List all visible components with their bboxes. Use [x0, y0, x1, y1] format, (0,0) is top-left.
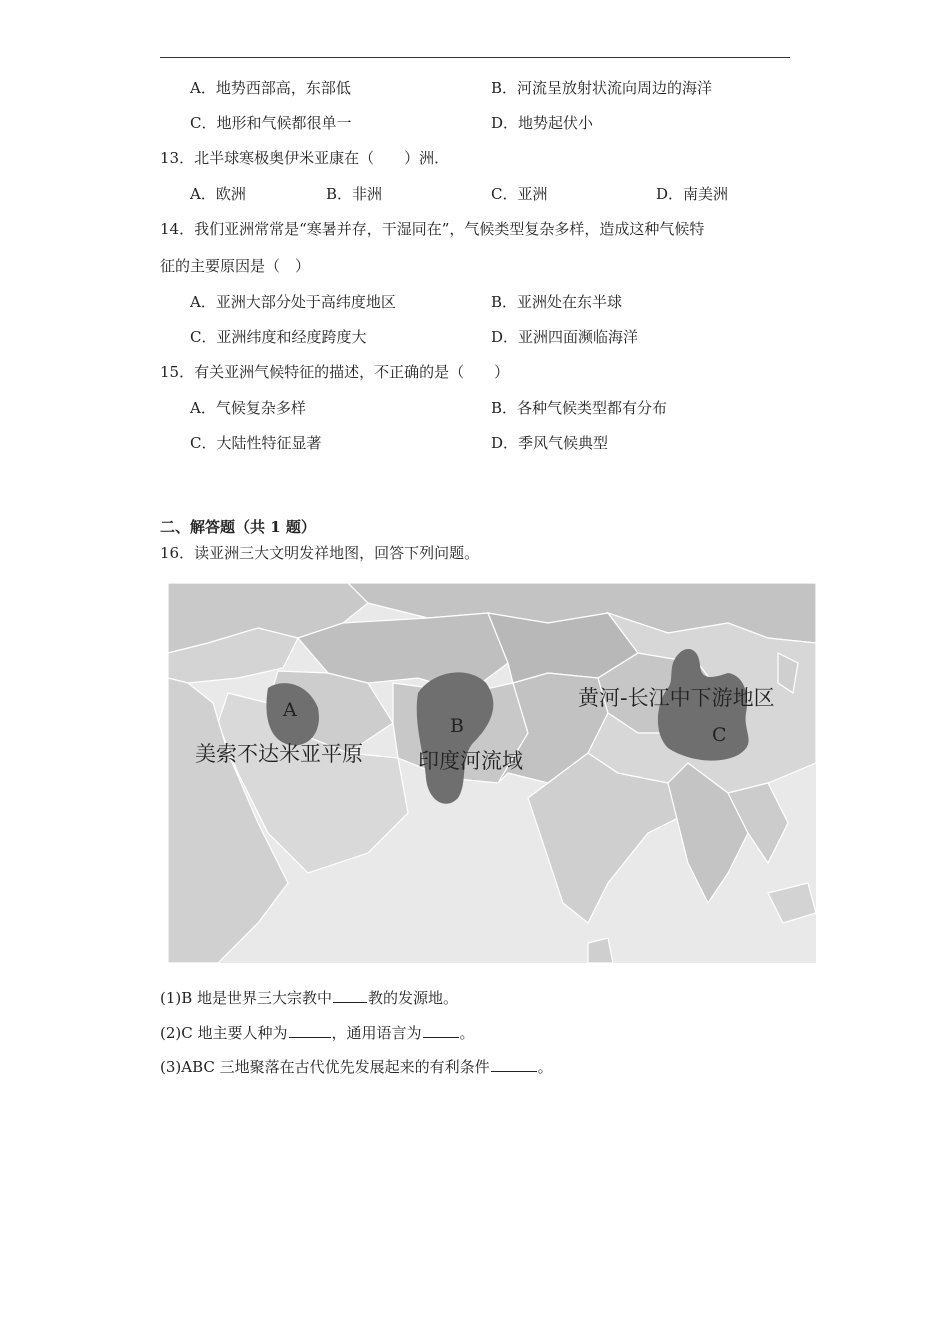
q16-sub2-blank-language[interactable]: [423, 1023, 459, 1038]
section-title: 二、解答题（共 1 题）: [160, 518, 316, 536]
q14-stem-line1: 14．我们亚洲常常是“寒暑并存，干湿同在”，气候类型复杂多样，造成这种气候特: [160, 220, 705, 238]
q15-option-d[interactable]: D．季风气候典型: [491, 434, 609, 452]
q16-sub2-text: (2)C 地主要人种为: [160, 1024, 288, 1042]
q12-option-a[interactable]: A．地势西部高，东部低: [190, 79, 351, 97]
header-rule: [160, 57, 790, 58]
map-region-a-name: 美索不达米亚平原: [195, 742, 363, 766]
q16-stem: 16．读亚洲三大文明发祥地图，回答下列问题。: [160, 544, 480, 562]
asia-civilizations-map: [168, 583, 816, 963]
q16-sub1-text-end: 教的发源地。: [368, 989, 459, 1007]
q16-sub3-text: (3)ABC 三地聚落在古代优先发展起来的有利条件: [160, 1058, 490, 1076]
q13-option-d[interactable]: D．南美洲: [656, 185, 729, 203]
map-label-b: B: [450, 715, 464, 737]
q14-option-c[interactable]: C．亚洲纬度和经度跨度大: [190, 328, 367, 346]
q12-option-c[interactable]: C．地形和气候都很单一: [190, 114, 352, 132]
q16-sub3: [160, 1057, 553, 1077]
q14-option-a[interactable]: A．亚洲大部分处于高纬度地区: [190, 293, 396, 311]
q16-sub1-text: (1)B 地是世界三大宗教中: [160, 989, 333, 1007]
q14-stem-line2: 征的主要原因是（ ）: [160, 257, 311, 275]
q12-option-d[interactable]: D．地势起伏小: [491, 114, 594, 132]
q15-stem: 15．有关亚洲气候特征的描述，不正确的是（ ）: [160, 363, 510, 381]
map-region-c-name: 黄河-长江中下游地区: [578, 686, 775, 710]
q13-option-c[interactable]: C．亚洲: [491, 185, 548, 203]
q16-sub1: [160, 988, 458, 1008]
q16-sub2-text-mid: ，通用语言为: [331, 1024, 422, 1042]
q15-option-b[interactable]: B．各种气候类型都有分布: [491, 399, 668, 417]
q13-stem: 13．北半球寒极奥伊米亚康在（ ）洲．: [160, 149, 450, 167]
map-region-b-name: 印度河流域: [418, 749, 523, 773]
q16-sub1-blank[interactable]: [333, 988, 367, 1003]
q15-option-a[interactable]: A．气候复杂多样: [190, 399, 306, 417]
q13-option-a[interactable]: A．欧洲: [190, 185, 246, 203]
q16-sub3-text-end: 。: [537, 1058, 553, 1076]
q16-sub2-blank-race[interactable]: [289, 1023, 331, 1038]
q14-option-b[interactable]: B．亚洲处在东半球: [491, 293, 623, 311]
map-label-c: C: [712, 724, 727, 746]
q16-sub2: [160, 1023, 475, 1043]
q15-option-c[interactable]: C．大陆性特征显著: [190, 434, 322, 452]
q13-option-b[interactable]: B．非洲: [326, 185, 383, 203]
q14-option-d[interactable]: D．亚洲四面濒临海洋: [491, 328, 639, 346]
q12-option-b[interactable]: B．河流呈放射状流向周边的海洋: [491, 79, 713, 97]
map-label-a: A: [283, 699, 297, 721]
q16-sub3-blank[interactable]: [491, 1057, 537, 1072]
q16-sub2-text-end: 。: [459, 1024, 475, 1042]
